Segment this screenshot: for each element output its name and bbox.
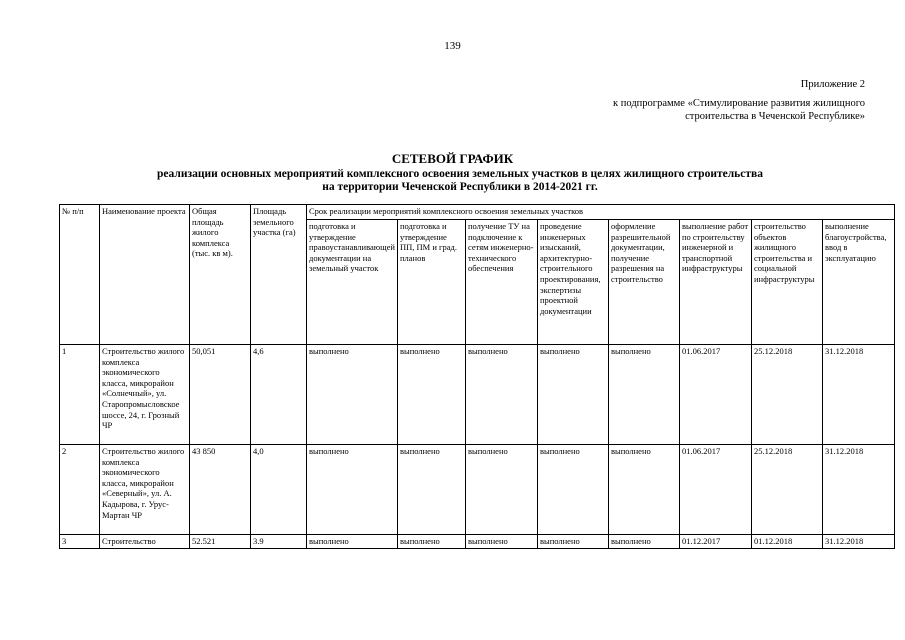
appendix-line-3: строительства в Чеченской Республике»	[685, 111, 865, 122]
header-stage: проведение инженерных изысканий, архитектурно-строительного проектирования, экспертизы проектной документации	[537, 220, 608, 345]
row-stage: выполнено	[608, 535, 679, 549]
appendix-line-2: к подпрограмме «Стимулирование развития жилищного	[613, 98, 865, 109]
row-stage: выполнено	[537, 535, 608, 549]
row-stage: выполнено	[465, 445, 537, 535]
row-stage: 01.12.2018	[751, 535, 822, 549]
row-num: 1	[60, 345, 100, 445]
header-stage: оформление разрешительной документации, получение разрешения на строительство	[608, 220, 679, 345]
row-stage: выполнено	[537, 445, 608, 535]
row-stage: выполнено	[465, 535, 537, 549]
header-stage: подготовка и утверждение правоустанавливающей документации на земельный участок	[307, 220, 398, 345]
header-area-housing: Общая площадь жилого комплекса (тыс. кв м).	[190, 205, 251, 345]
header-area-land: Площадь земельного участка (га)	[251, 205, 307, 345]
row-project-name: Строительство	[100, 535, 190, 549]
row-num: 3	[60, 535, 100, 549]
header-num: № п/п	[60, 205, 100, 345]
row-stage: выполнено	[397, 345, 465, 445]
row-stage: выполнено	[307, 445, 398, 535]
row-stage: 01.12.2017	[679, 535, 751, 549]
header-terms-group: Срок реализации мероприятий комплексного освоения земельных участков	[307, 205, 895, 220]
row-stage: выполнено	[307, 345, 398, 445]
subtitle-line-2: на территории Чеченской Республики в 2014-2021 гг.	[322, 181, 598, 193]
page-number: 139	[444, 40, 461, 52]
row-stage: выполнено	[465, 345, 537, 445]
appendix-line-1: Приложение 2	[800, 79, 865, 90]
row-stage: выполнено	[608, 345, 679, 445]
row-num: 2	[60, 445, 100, 535]
appendix-note	[613, 78, 865, 123]
row-stage: выполнено	[397, 535, 465, 549]
document-title: СЕТЕВОЙ ГРАФИК	[391, 151, 514, 166]
row-stage: выполнено	[537, 345, 608, 445]
table-row	[60, 445, 895, 535]
row-area-land: 4,0	[251, 445, 307, 535]
row-stage: 25.12.2018	[751, 345, 822, 445]
row-stage: 25.12.2018	[751, 445, 822, 535]
row-stage: выполнено	[307, 535, 398, 549]
document-subtitle	[50, 168, 870, 194]
table-row	[60, 535, 895, 549]
row-area-housing: 50,051	[190, 345, 251, 445]
header-stage: выполнение работ по строительству инженерной и транспортной инфраструктуры	[679, 220, 751, 345]
table-header-row	[60, 205, 895, 220]
row-stage: 31.12.2018	[822, 345, 894, 445]
row-stage: 01.06.2017	[679, 445, 751, 535]
header-stage: подготовка и утверждение ПП, ПМ и град. планов	[397, 220, 465, 345]
row-stage: выполнено	[397, 445, 465, 535]
subtitle-line-1: реализации основных мероприятий комплексного освоения земельных участков в целях жилищного строительства	[157, 168, 763, 180]
table-row	[60, 345, 895, 445]
header-stage: выполнение благоустройства, ввод в эксплуатацию	[822, 220, 894, 345]
row-stage: 31.12.2018	[822, 445, 894, 535]
header-stage: строительство объектов жилищного строительства и социальной инфраструктуры	[751, 220, 822, 345]
schedule-table	[59, 204, 895, 549]
row-project-name: Строительство жилого комплекса экономического класса, микрорайон «Солнечный», ул. Старопромысловское шоссе, 24, г. Грозный ЧР	[100, 345, 190, 445]
row-area-land: 4,6	[251, 345, 307, 445]
row-project-name: Строительство жилого комплекса экономического класса, микрорайон «Северный», ул. А. Кадырова, г. Урус-Мартан ЧР	[100, 445, 190, 535]
header-stage: получение ТУ на подключение к сетям инженерно-технического обеспечения	[465, 220, 537, 345]
row-area-housing: 43 850	[190, 445, 251, 535]
row-stage: 31.12.2018	[822, 535, 894, 549]
row-stage: выполнено	[608, 445, 679, 535]
header-project-name: Наименование проекта	[100, 205, 190, 345]
row-stage: 01.06.2017	[679, 345, 751, 445]
row-area-land: 3.9	[251, 535, 307, 549]
row-area-housing: 52.521	[190, 535, 251, 549]
